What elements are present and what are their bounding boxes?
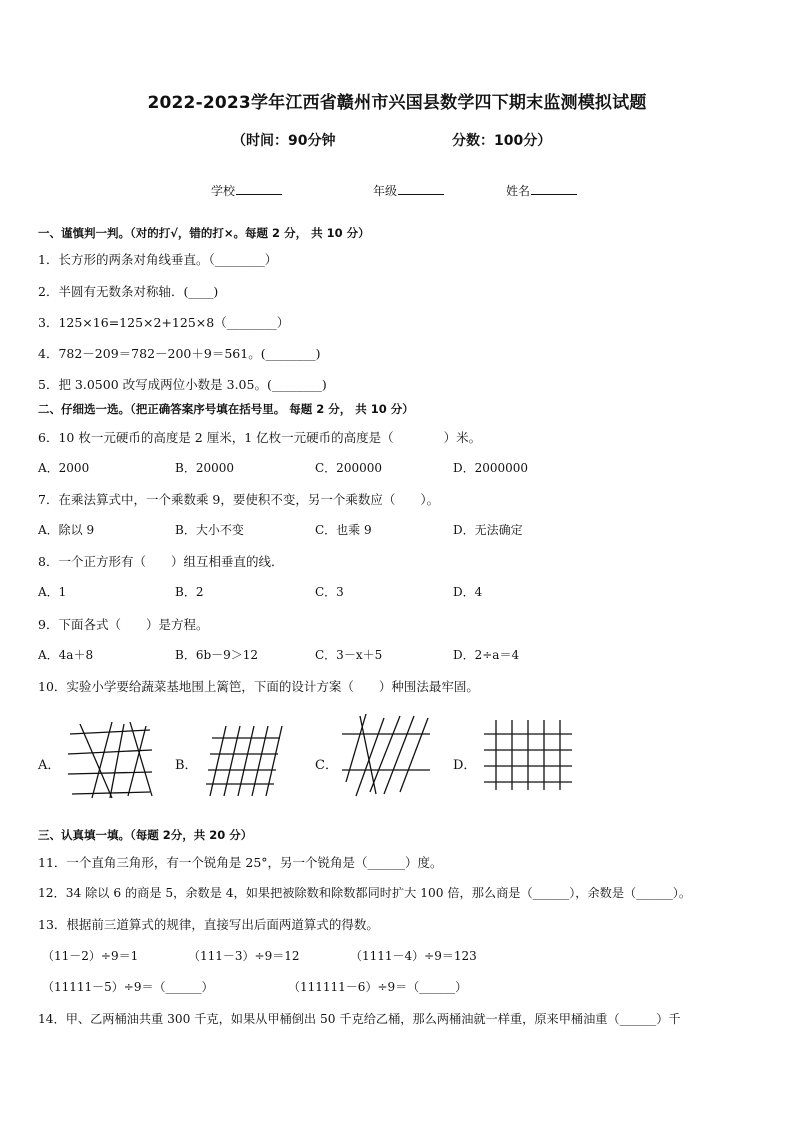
fence-figure-a [66, 722, 156, 800]
question-12: 12．34 除以 6 的商是 5，余数是 4，如果把被除数和除数都同时扩大 100 倍，那么商是（______），余数是（______）。 [38, 886, 692, 900]
question-10-option-b: B． [175, 758, 198, 773]
school-field [211, 182, 282, 199]
name-blank [531, 183, 577, 195]
question-10-option-c: C． [315, 758, 338, 773]
question-8-option-b: B．2 [175, 585, 204, 599]
question-4: 4．782－209＝782－200＋9＝561。(________) [38, 346, 321, 361]
question-13-equation-1: （11－2）÷9＝1 [42, 949, 139, 963]
question-8-option-c: C．3 [315, 585, 344, 599]
grade-label: 年级 [373, 184, 398, 198]
question-9-option-b: B．6b－9＞12 [175, 648, 259, 662]
question-3: 3．125×16=125×2+125×8（________） [38, 315, 290, 330]
question-13-equation-3: （1111－4）÷9＝123 [350, 949, 477, 963]
question-13-equation-2: （111－3）÷9＝12 [188, 949, 300, 963]
page-title: 2022-2023学年江西省赣州市兴国县数学四下期末监测模拟试题 [147, 93, 647, 113]
question-8-option-a: A．1 [38, 585, 67, 599]
question-9: 9．下面各式（ ）是方程。 [38, 617, 209, 632]
section-3-heading: 三、认真填一填。（每题 2分，共 20 分） [38, 828, 253, 842]
score-label: 分数：100分） [452, 133, 552, 149]
question-7-option-c: C．也乘 9 [315, 523, 372, 537]
question-6: 6．10 枚一元硬币的高度是 2 厘米，1 亿枚一元硬币的高度是（ ）米。 [38, 430, 482, 445]
question-6-option-b: B．20000 [175, 461, 234, 475]
question-7: 7．在乘法算式中，一个乘数乘 9，要使积不变，另一个乘数应（ ）。 [38, 492, 440, 507]
question-9-option-c: C．3－x＋5 [315, 648, 383, 662]
question-9-option-a: A．4a＋8 [38, 648, 94, 662]
question-7-option-b: B．大小不变 [175, 523, 244, 537]
question-14: 14．甲、乙两桶油共重 300 千克，如果从甲桶倒出 50 千克给乙桶，那么两桶油就一样重，原来甲桶油重（______）千 [38, 1012, 681, 1026]
exam-meta [232, 130, 552, 150]
question-7-option-d: D．无法确定 [453, 523, 523, 537]
question-10-option-a: A． [38, 758, 61, 773]
fence-figure-d [482, 718, 574, 792]
question-6-option-a: A．2000 [38, 461, 90, 475]
question-13: 13．根据前三道算式的规律，直接写出后面两道算式的得数。 [38, 917, 379, 932]
question-8: 8．一个正方形有（ ）组互相垂直的线． [38, 554, 284, 569]
section-1-heading: 一、谨慎判一判。（对的打√，错的打×。每题 2 分， 共 10 分） [38, 226, 370, 240]
school-label: 学校 [211, 184, 236, 198]
grade-blank [398, 183, 444, 195]
question-1: 1．长方形的两条对角线垂直。（________） [38, 252, 278, 267]
question-10-option-d: D． [453, 758, 477, 773]
question-13-equation-5: （111111－6）÷9＝（______） [288, 980, 468, 994]
name-field [506, 182, 577, 199]
question-5: 5．把 3.0500 改写成两位小数是 3.05。(________) [38, 377, 327, 392]
fence-figure-c [340, 712, 432, 798]
question-13-equation-4: （11111－5）÷9＝（______） [42, 980, 214, 994]
question-2: 2．半圆有无数条对称轴．(____) [38, 284, 219, 299]
question-6-option-d: D．2000000 [453, 461, 529, 475]
question-11: 11．一个直角三角形，有一个锐角是 25°，另一个锐角是（______）度。 [38, 855, 443, 870]
question-9-option-d: D．2÷a＝4 [453, 648, 520, 662]
school-blank [236, 183, 282, 195]
grade-field [373, 182, 444, 199]
time-label: （时间：90分钟 [232, 133, 336, 149]
question-6-option-c: C．200000 [315, 461, 382, 475]
section-2-heading: 二、仔细选一选。（把正确答案序号填在括号里。 每题 2 分， 共 10 分） [38, 402, 414, 416]
question-8-option-d: D．4 [453, 585, 483, 599]
question-10: 10．实验小学要给蔬菜基地围上篱笆，下面的设计方案（ ）种围法最牢固。 [38, 679, 479, 694]
fence-figure-b [204, 722, 286, 798]
name-label: 姓名 [506, 184, 531, 198]
question-7-option-a: A．除以 9 [38, 523, 95, 537]
